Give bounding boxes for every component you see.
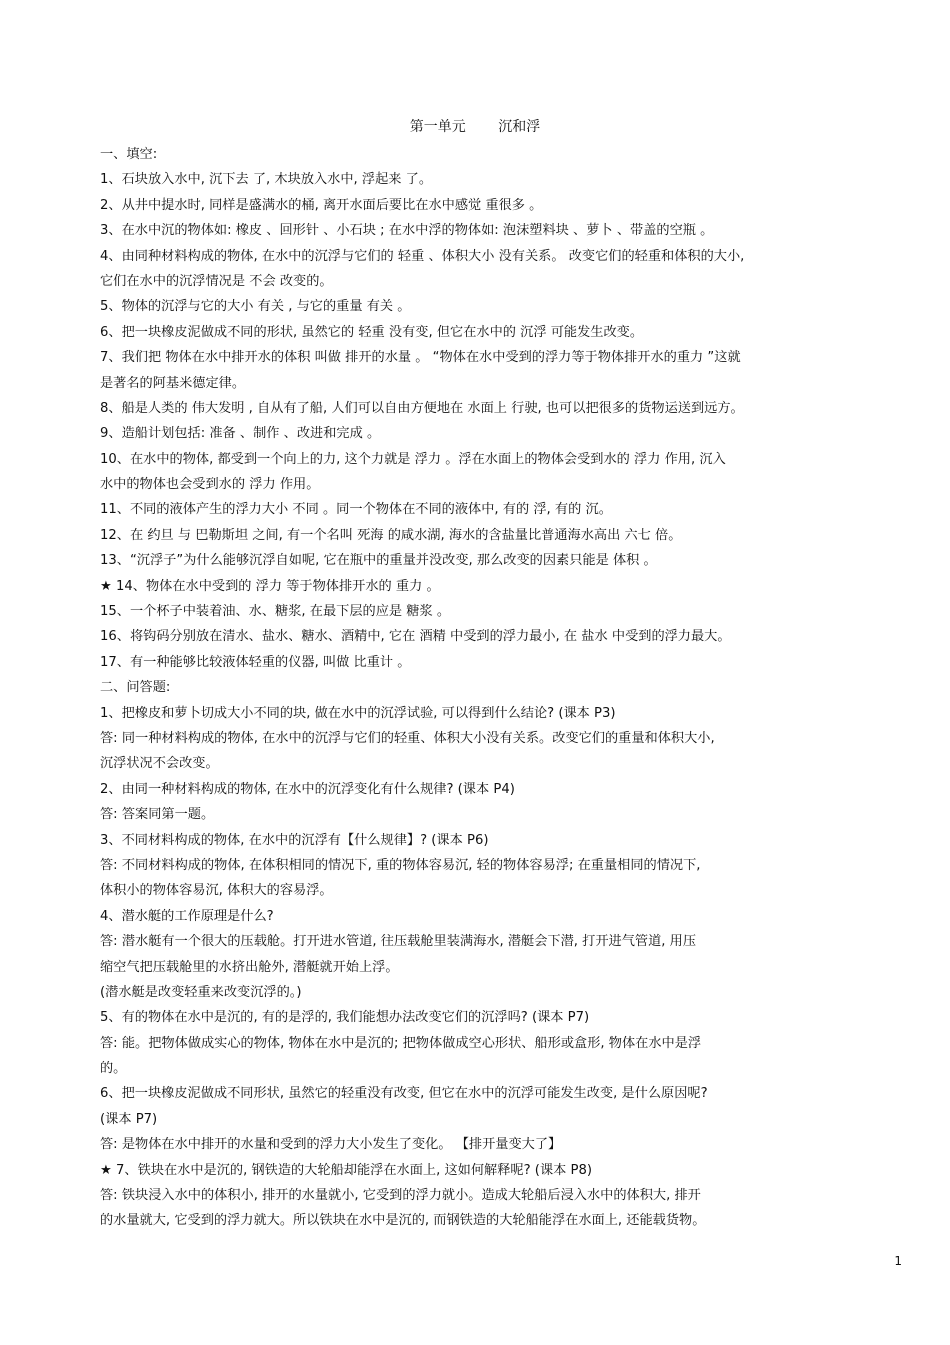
question-2: 2、由同一种材料构成的物体, 在水中的沉浮变化有什么规律? (课本 P4)	[100, 781, 515, 797]
section-heading-qa: 二、问答题:	[100, 680, 171, 696]
answer-1-cont: 沉浮状况不会改变。	[100, 756, 219, 772]
question-3: 3、不同材料构成的物体, 在水中的沉浮有【什么规律】? (课本 P6)	[100, 832, 489, 848]
answer-3-cont: 体积小的物体容易沉, 体积大的容易浮。	[100, 883, 333, 899]
fill-blank-item-6: 6、把一块橡皮泥做成不同的形状, 虽然它的 轻重 没有变, 但它在水中的 沉浮 可能发生改变。	[100, 324, 644, 340]
answer-4-cont: 缩空气把压载舱里的水挤出舱外, 潜艇就开始上浮。	[100, 959, 399, 975]
fill-blank-item-7-cont: 是著名的阿基米德定律。	[100, 375, 246, 391]
fill-blank-item-5: 5、物体的沉浮与它的大小 有关 , 与它的重量 有关 。	[100, 299, 411, 315]
answer-2: 答: 答案同第一题。	[100, 807, 215, 823]
question-7: ★ 7、铁块在水中是沉的, 钢铁造的大轮船却能浮在水面上, 这如何解释呢? (课本 P8)	[100, 1162, 592, 1178]
document-body	[100, 142, 900, 1234]
fill-blank-item-10-cont: 水中的物体也会受到水的 浮力 作用。	[100, 477, 320, 493]
page-number: 1	[894, 1254, 902, 1268]
fill-blank-item-1: 1、石块放入水中, 沉下去 了, 木块放入水中, 浮起来 了。	[100, 172, 433, 188]
answer-4: 答: 潜水艇有一个很大的压载舱。打开进水管道, 往压载舱里装满海水, 潜艇会下潜, 打开进气管道, 用压	[100, 934, 697, 950]
fill-blank-item-13: 13、“沉浮子”为什么能够沉浮自如呢, 它在瓶中的重量并没改变, 那么改变的因素只能是 体积 。	[100, 553, 657, 569]
answer-5: 答: 能。把物体做成实心的物体, 物体在水中是沉的; 把物体做成空心形状、船形或盒形, 物体在水中是浮	[100, 1035, 702, 1051]
fill-blank-item-15: 15、一个杯子中装着油、水、糖浆, 在最下层的应是 糖浆 。	[100, 604, 451, 620]
fill-blank-item-17: 17、有一种能够比较液体轻重的仪器, 叫做 比重计 。	[100, 654, 411, 670]
page-title: 第一单元 沉和浮	[409, 119, 541, 135]
question-6: 6、把一块橡皮泥做成不同形状, 虽然它的轻重没有改变, 但它在水中的沉浮可能发生改变, 是什么原因呢?	[100, 1086, 708, 1102]
question-5: 5、有的物体在水中是沉的, 有的是浮的, 我们能想办法改变它们的沉浮吗? (课本 P7)	[100, 1010, 590, 1026]
answer-6: 答: 是物体在水中排开的水量和受到的浮力大小发生了变化。 【排开量变大了】	[100, 1137, 562, 1153]
answer-7-cont: 的水量就大, 它受到的浮力就大。所以铁块在水中是沉的, 而钢铁造的大轮船能浮在水面上, 还能载货物。	[100, 1213, 706, 1229]
answer-3: 答: 不同材料构成的物体, 在体积相同的情况下, 重的物体容易沉, 轻的物体容易浮; 在重量相同的情况下,	[100, 857, 701, 873]
fill-blank-item-12: 12、在 约旦 与 巴勒斯坦 之间, 有一个名叫 死海 的咸水湖, 海水的含盐量比普通海水高出 六七 倍。	[100, 527, 682, 543]
fill-blank-item-7: 7、我们把 物体在水中排开水的体积 叫做 排开的水量 。 “物体在水中受到的浮力等于物体排开水的重力 ”这就	[100, 350, 741, 366]
question-1: 1、把橡皮和萝卜切成大小不同的块, 做在水中的沉浮试验, 可以得到什么结论? (课本 P3)	[100, 705, 616, 721]
answer-5-cont: 的。	[100, 1061, 127, 1077]
fill-blank-item-4: 4、由同种材料构成的物体, 在水中的沉浮与它们的 轻重 、体积大小 没有关系。 改变它们的轻重和体积的大小,	[100, 248, 745, 264]
section-heading-fill-blank: 一、填空:	[100, 147, 158, 162]
fill-blank-item-4-cont: 它们在水中的沉浮情况是 不会 改变的。	[100, 273, 333, 289]
answer-7: 答: 铁块浸入水中的体积小, 排开的水量就小, 它受到的浮力就小。造成大轮船后浸入水中的体积大, 排开	[100, 1188, 701, 1204]
fill-blank-item-3: 3、在水中沉的物体如: 橡皮 、回形针 、小石块 ; 在水中浮的物体如: 泡沫塑料块 、萝卜 、带盖的空瓶 。	[100, 223, 714, 239]
answer-4-note: (潜水艇是改变轻重来改变沉浮的。)	[100, 984, 302, 1000]
answer-1: 答: 同一种材料构成的物体, 在水中的沉浮与它们的轻重、体积大小没有关系。改变它们的重量和体积大小,	[100, 730, 715, 746]
fill-blank-item-16: 16、将钩码分别放在清水、盐水、糖水、酒精中, 它在 酒精 中受到的浮力最小, 在 盐水 中受到的浮力最大。	[100, 629, 731, 645]
fill-blank-item-8: 8、船是人类的 伟大发明 , 自从有了船, 人们可以自由方便地在 水面上 行驶, 也可以把很多的货物运送到远方。	[100, 400, 744, 416]
fill-blank-item-14: ★ 14、物体在水中受到的 浮力 等于物体排开水的 重力 。	[100, 578, 440, 594]
fill-blank-item-10: 10、在水中的物体, 都受到一个向上的力, 这个力就是 浮力 。浮在水面上的物体会受到水的 浮力 作用, 沉入	[100, 451, 726, 467]
question-6-cont: (课本 P7)	[100, 1111, 158, 1127]
fill-blank-item-9: 9、造船计划包括: 准备 、制作 、改进和完成 。	[100, 426, 381, 442]
fill-blank-item-2: 2、从井中提水时, 同样是盛满水的桶, 离开水面后要比在水中感觉 重很多 。	[100, 197, 543, 213]
question-4: 4、潜水艇的工作原理是什么?	[100, 908, 274, 924]
fill-blank-item-11: 11、不同的液体产生的浮力大小 不同 。同一个物体在不同的液体中, 有的 浮, 有的 沉。	[100, 502, 612, 518]
